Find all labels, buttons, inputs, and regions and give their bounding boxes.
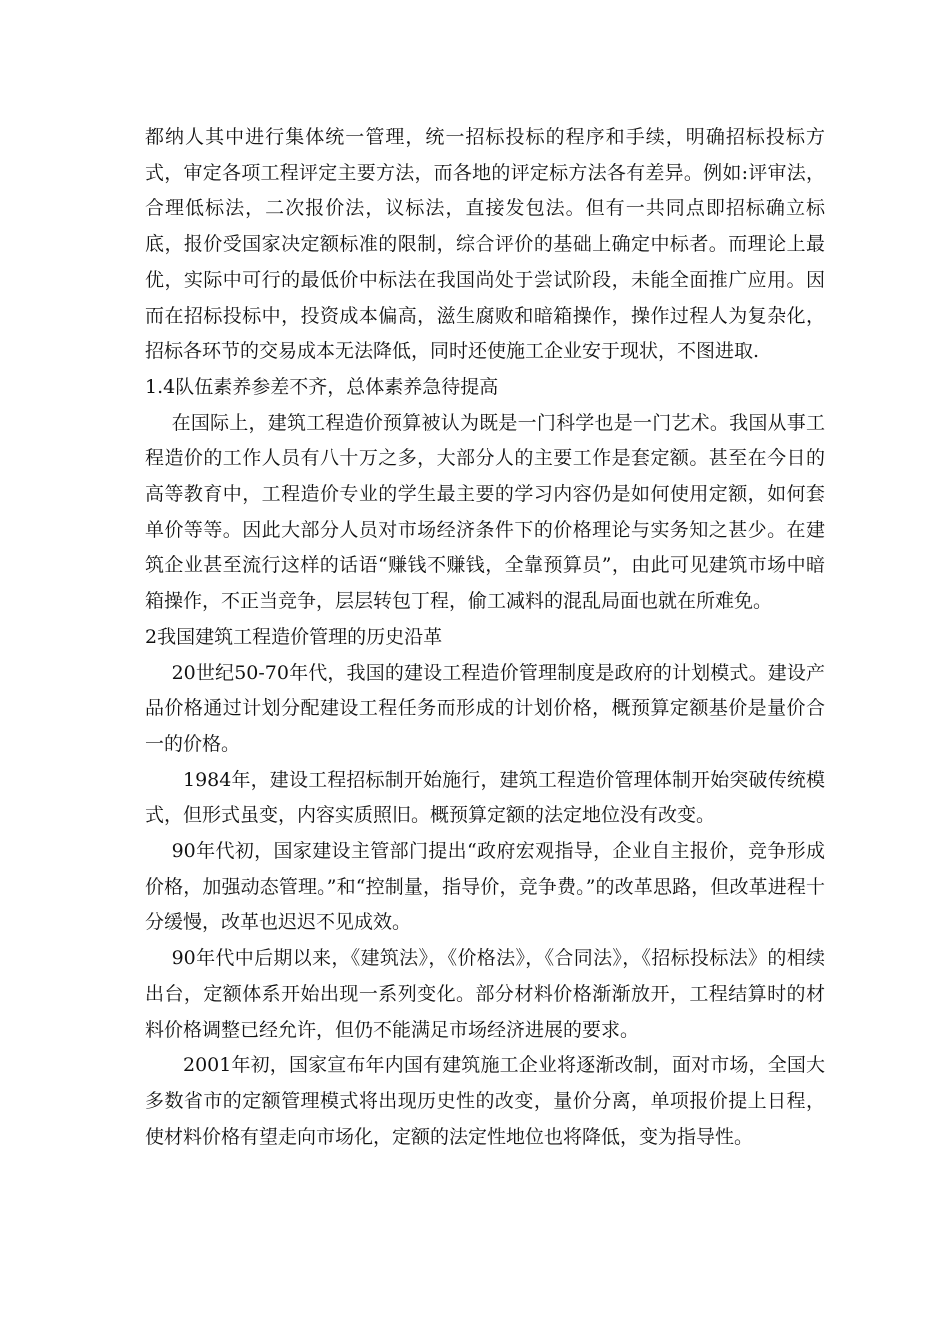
- section-heading-1-4: 1.4队伍素养参差不齐，总体素养急待提高: [145, 375, 499, 398]
- document-page: [145, 120, 825, 1155]
- paragraph-early-1990s: 90年代初，国家建设主管部门提出“政府宏观指导，企业自主报价，竞争形成价格，加强动态管理。”和“控制量，指导价，竞争费。”的改革思路，但改革进程十分缓慢，改革也迟迟不见成效。: [145, 840, 825, 934]
- paragraph-workforce-quality: 在国际上，建筑工程造价预算被认为既是一门科学也是一门艺术。我国从事工程造价的工作人员有八十万之多，大部分人的主要工作是套定额。甚至在今日的高等教育中，工程造价专业的学生最主要的学习内容仍是如何使用定额，如何套单价等等。因此大部分人员对市场经济条件下的价格理论与实务知之甚少。在建筑企业甚至流行这样的话语“赚钱不赚钱，全靠预算员”，由此可见建筑市场中暗箱操作，不正当竞争，层层转包丁程，偷工减料的混乱局面也就在所难免。: [145, 411, 825, 613]
- paragraph-bidding-practice: 都纳人其中进行集体统一管理，统一招标投标的程序和手续，明确招标投标方式，审定各项工程评定主要方法，而各地的评定标方法各有差异。例如:评审法，合理低标法，二次报价法，议标法，直接发包法。但有一共同点即招标确立标底，报价受国家决定额标准的限制，综合评价的基础上确定中标者。而理论上最优，实际中可行的最低价中标法在我国尚处于尝试阶段，未能全面推广应用。因而在招标投标中，投资成本偏高，滋生腐败和暗箱操作，操作过程人为复杂化，招标各环节的交易成本无法降低，同时还使施工企业安于现状，不图进取.: [145, 126, 825, 363]
- paragraph-mid-late-1990s: 90年代中后期以来，《建筑法》，《价格法》，《合同法》，《招标投标法》的相续出台，定额体系开始出现一系列变化。部分材料价格渐渐放开，工程结算时的材料价格调整已经允许，但仍不能满足市场经济进展的要求。: [145, 947, 825, 1041]
- paragraph-1950s-1970s: 20世纪50-70年代，我国的建设工程造价管理制度是政府的计划模式。建设产品价格通过计划分配建设工程任务而形成的计划价格，概预算定额基价是量价合一的价格。: [145, 661, 825, 755]
- section-heading-2: 2我国建筑工程造价管理的历史沿革: [145, 625, 443, 648]
- paragraph-1984: 1984年，建设工程招标制开始施行，建筑工程造价管理体制开始突破传统模式，但形式虽变，内容实质照旧。概预算定额的法定地位没有改变。: [145, 768, 825, 827]
- paragraph-2001: 2001年初，国家宣布年内国有建筑施工企业将逐渐改制，面对市场，全国大多数省市的定额管理模式将出现历史性的改变，量价分离，单项报价提上日程，使材料价格有望走向市场化，定额的法定性地位也将降低，变为指导性。: [145, 1054, 825, 1148]
